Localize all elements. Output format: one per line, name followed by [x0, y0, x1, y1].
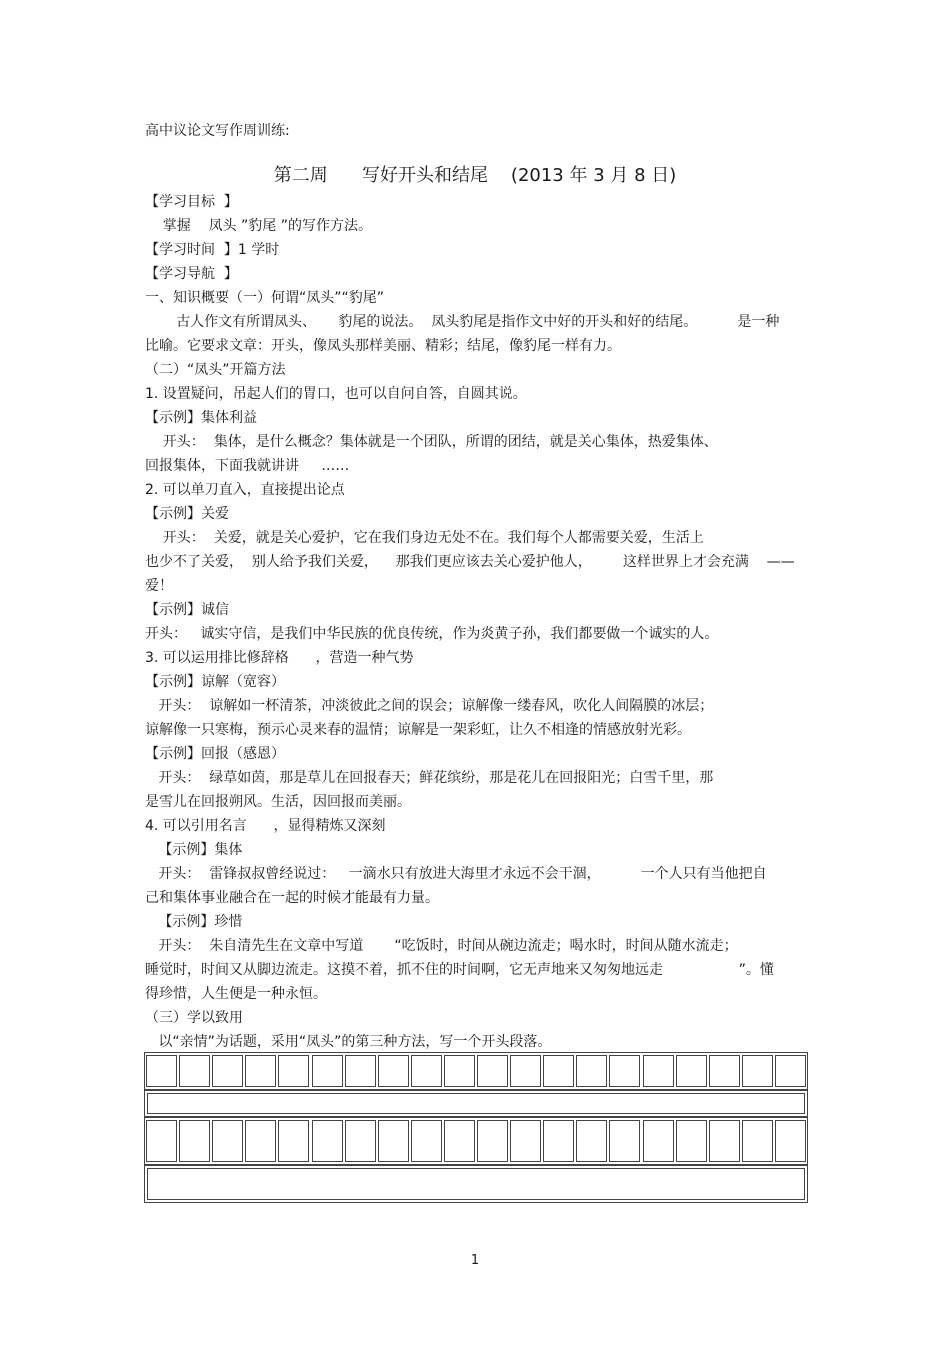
grid-cell[interactable]	[278, 1120, 309, 1162]
grid-cell[interactable]	[245, 1055, 276, 1087]
text-line: 【示例】珍惜	[145, 914, 243, 930]
grid-cell[interactable]	[477, 1120, 508, 1162]
text-line: 开头： 关爱，就是关心爱护，它在我们身边无处不在。我们每个人都需要关爱，生活上	[145, 530, 704, 546]
text-line: 开头： 集体，是什么概念？集体就是一个团队，所谓的团结，就是关心集体，热爱集体、	[145, 434, 718, 450]
grid-cell[interactable]	[643, 1120, 674, 1162]
text-line: 3. 可以运用排比修辞格 ，营造一种气势	[145, 650, 414, 666]
grid-cell[interactable]	[709, 1055, 740, 1087]
grid-cell[interactable]	[245, 1120, 276, 1162]
grid-cell[interactable]	[146, 1120, 177, 1162]
grid-cell[interactable]	[212, 1055, 243, 1087]
text-line: 谅解像一只寒梅，预示心灵来春的温情；谅解是一架彩虹，让久不相逢的情感放射光彩。	[145, 722, 691, 738]
text-line: 开头： 绿草如茵，那是草儿在回报春天；鲜花缤纷，那是花儿在回报阳光；白雪千里，那	[145, 770, 714, 786]
text-line: 开头： 朱自清先生在文章中写道 “吃饭时，时间从碗边流走；喝水时，时间从随水流走；	[145, 938, 738, 954]
grid-cell[interactable]	[378, 1055, 409, 1087]
grid-cell[interactable]	[742, 1120, 773, 1162]
text-line: 【示例】回报（感恩）	[145, 746, 285, 762]
grid-cell[interactable]	[444, 1120, 475, 1162]
grid-cell[interactable]	[411, 1120, 442, 1162]
grid-cell[interactable]	[576, 1055, 607, 1087]
text-line: 4. 可以引用名言 ，显得精炼又深刻	[145, 818, 386, 834]
text-line: （二）“凤头”开篇方法	[145, 362, 286, 378]
grid-cell[interactable]	[444, 1055, 475, 1087]
grid-cell[interactable]	[676, 1055, 707, 1087]
text-line: 【示例】诚信	[145, 602, 229, 618]
grid-cell[interactable]	[278, 1055, 309, 1087]
grid-cell[interactable]	[543, 1055, 574, 1087]
text-line: （三）学以致用	[145, 1010, 243, 1026]
document-header: 高中议论文写作周训练:	[145, 123, 290, 139]
text-line: 以“亲情”为话题，采用“凤头”的第三种方法，写一个开头段落。	[145, 1034, 552, 1050]
text-line: 【学习时间 】1 学时	[145, 242, 280, 258]
text-line: 开头： 谅解如一杯清茶，冲淡彼此之间的误会；谅解像一缕春风，吹化人间隔膜的冰层；	[145, 698, 714, 714]
text-line: 【学习目标 】	[145, 194, 238, 210]
text-line: 开头： 雷锋叔叔曾经说过： 一滴水只有放进大海里才永远不会干涸， 一个人只有当他把自	[145, 866, 767, 882]
writing-grid-row-2[interactable]	[144, 1117, 808, 1165]
grid-cell[interactable]	[775, 1055, 806, 1087]
text-line: 【示例】集体利益	[145, 410, 257, 426]
grid-cell[interactable]	[510, 1055, 541, 1087]
grid-cell[interactable]	[312, 1055, 343, 1087]
text-line: 【示例】关爱	[145, 506, 229, 522]
grid-cell[interactable]	[609, 1120, 640, 1162]
grid-cell[interactable]	[742, 1055, 773, 1087]
grid-cell[interactable]	[345, 1120, 376, 1162]
grid-cell[interactable]	[576, 1120, 607, 1162]
grid-cell[interactable]	[676, 1120, 707, 1162]
grid-cell[interactable]	[411, 1055, 442, 1087]
text-line: 一、知识概要（一）何谓“凤头”“豹尾”	[145, 290, 385, 306]
text-line: 【示例】集体	[145, 842, 243, 858]
text-line: 己和集体事业融合在一起的时候才能最有力量。	[145, 890, 439, 906]
text-line: 也少不了关爱， 别人给予我们关爱， 那我们更应该去关心爱护他人， 这样世界上才会充满 ——	[145, 554, 795, 570]
text-line: 开头： 诚实守信，是我们中华民族的优良传统，作为炎黄子孙，我们都要做一个诚实的人。	[145, 626, 719, 642]
text-line: 爱！	[145, 578, 173, 594]
grid-cell[interactable]	[775, 1120, 806, 1162]
writing-grid-band-1[interactable]	[144, 1090, 808, 1117]
text-line: 掌握 凤头 ”豹尾 ”的写作方法。	[145, 218, 373, 234]
grid-cell[interactable]	[212, 1120, 243, 1162]
grid-cell[interactable]	[312, 1120, 343, 1162]
text-line: 比喻。它要求文章：开头，像凤头那样美丽、精彩；结尾，像豹尾一样有力。	[145, 338, 621, 354]
grid-cell[interactable]	[709, 1120, 740, 1162]
text-line: 2. 可以单刀直入，直接提出论点	[145, 482, 345, 498]
text-line: 睡觉时，时间又从脚边流走。这摸不着，抓不住的时间啊，它无声地来又匆匆地远走 ”。懂	[145, 962, 774, 978]
grid-cell[interactable]	[477, 1055, 508, 1087]
grid-cell[interactable]	[179, 1055, 210, 1087]
text-line: 是雪儿在回报朔风。生活，因回报而美丽。	[145, 794, 411, 810]
grid-cell[interactable]	[510, 1120, 541, 1162]
grid-cell[interactable]	[643, 1055, 674, 1087]
text-line: 回报集体，下面我就讲讲 ……	[145, 458, 350, 474]
grid-cell[interactable]	[345, 1055, 376, 1087]
grid-cell[interactable]	[378, 1120, 409, 1162]
writing-grid-row-1[interactable]	[144, 1052, 808, 1090]
grid-cell[interactable]	[179, 1120, 210, 1162]
text-line: 【学习导航 】	[145, 266, 238, 282]
document-title: 第二周 写好开头和结尾 (2013 年 3 月 8 日)	[273, 165, 677, 186]
text-line: 得珍惜，人生便是一种永恒。	[145, 986, 327, 1002]
text-line: 1. 设置疑问，吊起人们的胃口，也可以自问自答，自圆其说。	[145, 386, 527, 402]
writing-grid-band-2[interactable]	[144, 1165, 808, 1203]
grid-cell[interactable]	[146, 1055, 177, 1087]
text-line: 【示例】谅解（宽容）	[145, 674, 285, 690]
grid-cell[interactable]	[609, 1055, 640, 1087]
grid-cell[interactable]	[543, 1120, 574, 1162]
page-number: 1	[470, 1253, 480, 1268]
text-line: 古人作文有所谓凤头、 豹尾的说法。 凤头豹尾是指作文中好的开头和好的结尾。 是一种	[145, 314, 780, 330]
